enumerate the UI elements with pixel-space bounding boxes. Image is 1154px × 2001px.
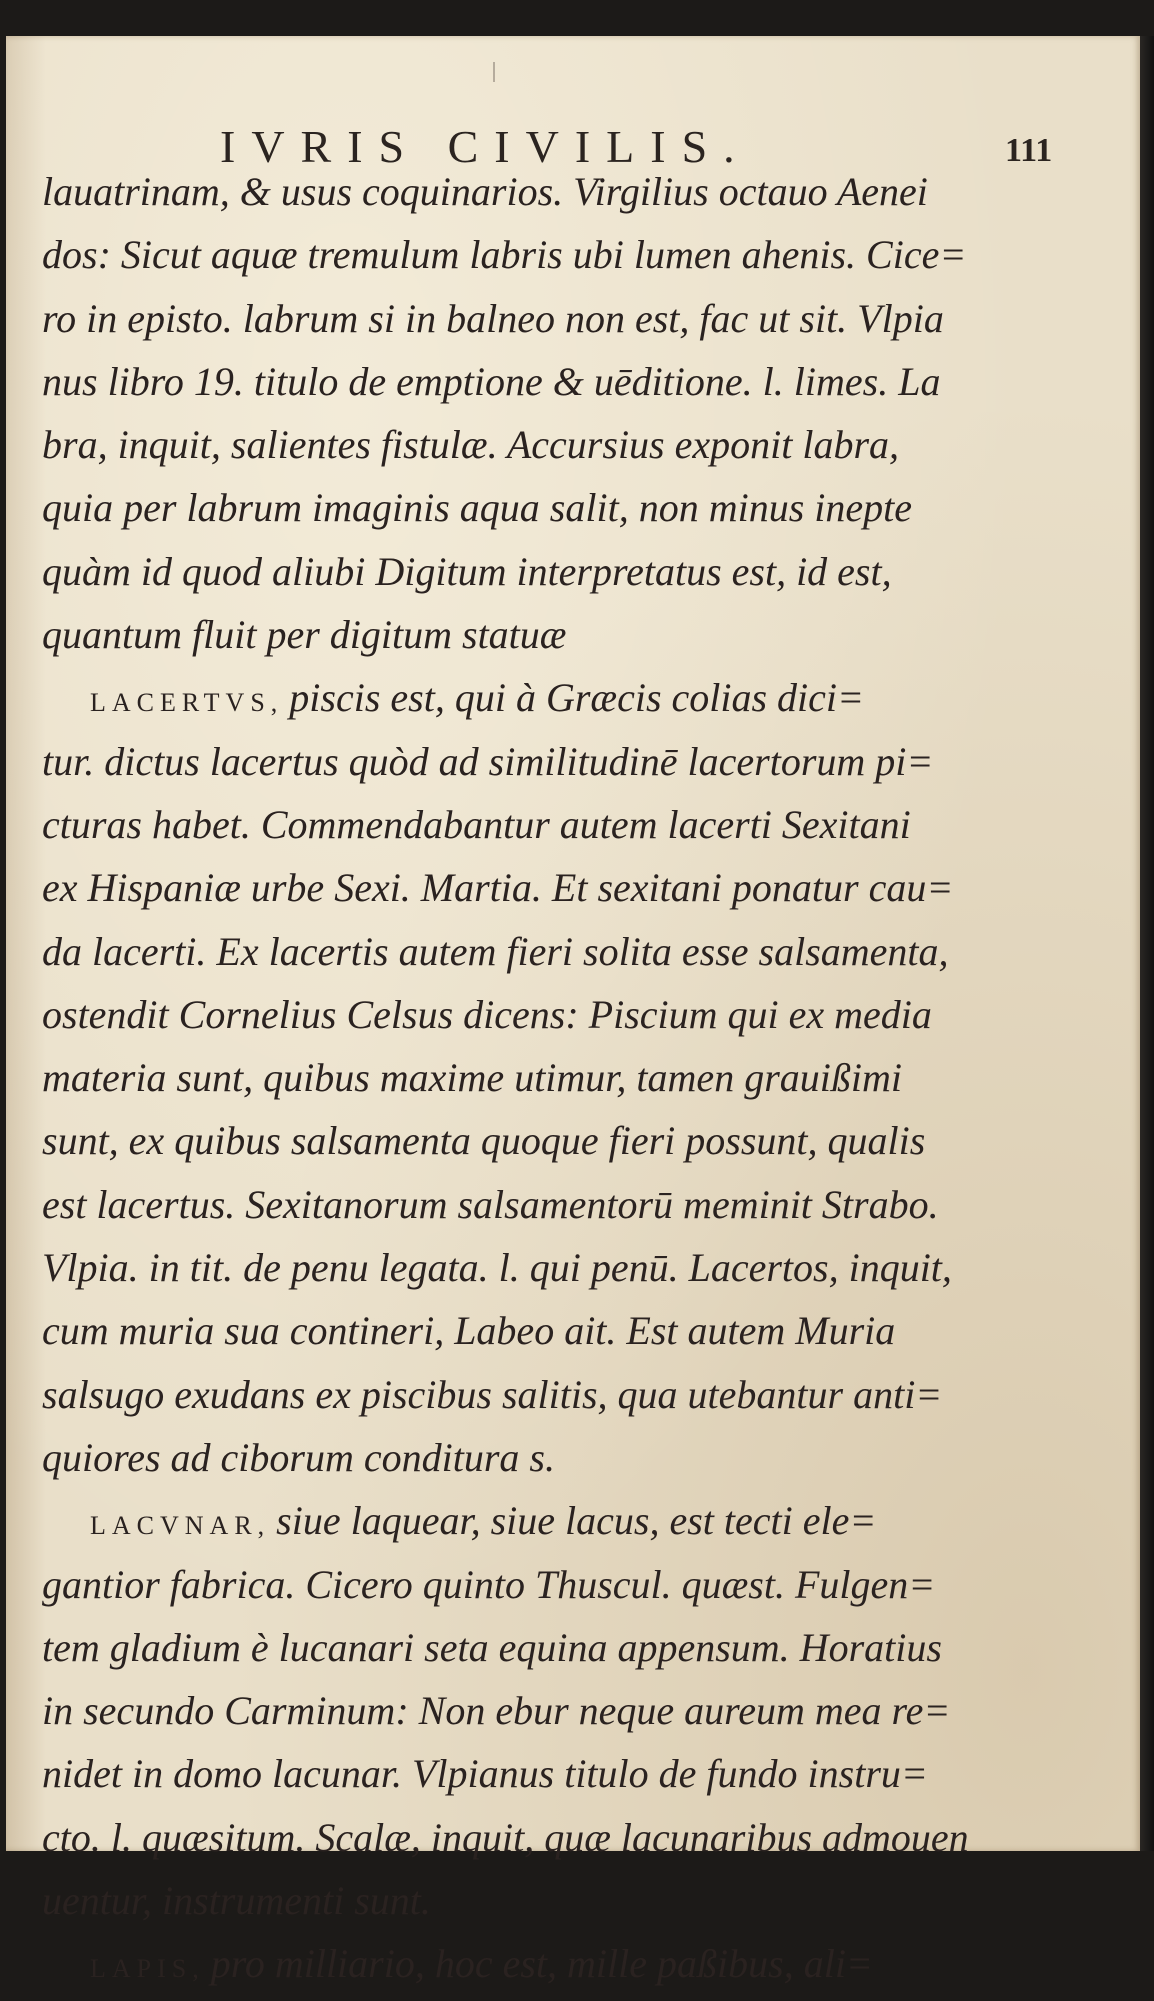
text-line [42,350,1102,413]
line-text: piscis est, qui à Græcis colias dici= [289,675,865,721]
line-text: tur. dictus lacertus quòd ad similitudinē lacertorum pi= [42,738,934,784]
line-text: ro in episto. labrum si in balneo non est, fac ut sit. Vlpia [42,295,944,341]
text-line [42,1109,1102,1172]
text-line [42,476,1102,539]
line-text: ostendit Cornelius Celsus dicens: Piscium qui ex media [42,991,932,1037]
line-text: bra, inquit, salientes fistulæ. Accursius exponit labra, [42,422,900,468]
text-line [42,1299,1102,1362]
text-line [42,160,1102,223]
line-text: cturas habet. Commendabantur autem lacerti Sexitani [42,801,911,847]
text-line [42,1869,1102,1932]
text-line [42,1426,1102,1489]
text-line [42,1679,1102,1742]
text-line [42,983,1102,1046]
text-line [42,1489,1102,1552]
text-line [42,1742,1102,1805]
line-text: nidet in domo lacunar. Vlpianus titulo de fundo instru= [42,1751,928,1797]
line-text: uentur, instrumenti sunt. [42,1878,431,1924]
text-line [42,856,1102,919]
text-line [42,920,1102,983]
text-line [42,793,1102,856]
entry-headword: LAPIS, [90,1954,205,1984]
entry-headword: LACERTVS, [90,688,284,718]
line-text: ex Hispaniæ urbe Sexi. Martia. Et sexitani ponatur cau= [42,865,954,911]
line-text: siue laquear, siue lacus, est tecti ele= [276,1498,877,1544]
entry-headword: LACVNAR, [90,1511,271,1541]
text-line [42,413,1102,476]
page-edge-shadow [1140,36,1154,1851]
line-text: salsugo exudans ex piscibus salitis, qua utebantur anti= [42,1371,943,1417]
text-line [42,1553,1102,1616]
line-text: pro milliario, hoc est, mille paßibus, ali= [210,1941,873,1987]
line-text: cto. l. quæsitum. Scalæ, inquit, quæ lacunaribus admouen [42,1814,969,1860]
line-text: quantum fluit per digitum statuæ [42,612,567,658]
line-text: Vlpia. in tit. de penu legata. l. qui penū. Lacertos, inquit, [42,1245,952,1291]
text-line [42,1173,1102,1236]
line-text: gantior fabrica. Cicero quinto Thuscul. quæst. Fulgen= [42,1561,936,1607]
text-line [42,1616,1102,1679]
text-line [42,223,1102,286]
page-number: 111 [1005,132,1053,169]
line-text: quia per labrum imaginis aqua salit, non minus inepte [42,485,912,531]
line-text: da lacerti. Ex lacertis autem fieri solita esse salsamenta, [42,928,949,974]
running-head: IVRIS CIVILIS. [220,121,751,172]
text-block [42,160,1102,1996]
text-line [42,540,1102,603]
line-text: sunt, ex quibus salsamenta quoque fieri possunt, qualis [42,1118,926,1164]
line-text: quàm id quod aliubi Digitum interpretatus est, id est, [42,548,892,594]
text-line [42,730,1102,793]
text-line [42,666,1102,729]
text-line [42,1932,1102,1995]
line-text: dos: Sicut aquæ tremulum labris ubi lumen ahenis. Cice= [42,232,967,278]
line-text: cum muria sua contineri, Labeo ait. Est autem Muria [42,1308,896,1354]
line-text: quiores ad ciborum conditura s. [42,1434,555,1480]
text-line [42,603,1102,666]
line-text: materia sunt, quibus maxime utimur, tamen grauißimi [42,1055,902,1101]
pencil-mark [493,62,495,82]
text-line [42,1363,1102,1426]
line-text: tem gladium è lucanari seta equina appensum. Horatius [42,1624,942,1670]
line-text: in secundo Carminum: Non ebur neque aureum mea re= [42,1688,951,1734]
text-line [42,1046,1102,1109]
line-text: lauatrinam, & usus coquinarios. Virgilius octauo Aenei [42,169,928,214]
text-line [42,287,1102,350]
line-text: est lacertus. Sexitanorum salsamentorū meminit Strabo. [42,1181,939,1227]
line-text: nus libro 19. titulo de emptione & uēditione. l. limes. La [42,358,941,404]
text-line [42,1236,1102,1299]
